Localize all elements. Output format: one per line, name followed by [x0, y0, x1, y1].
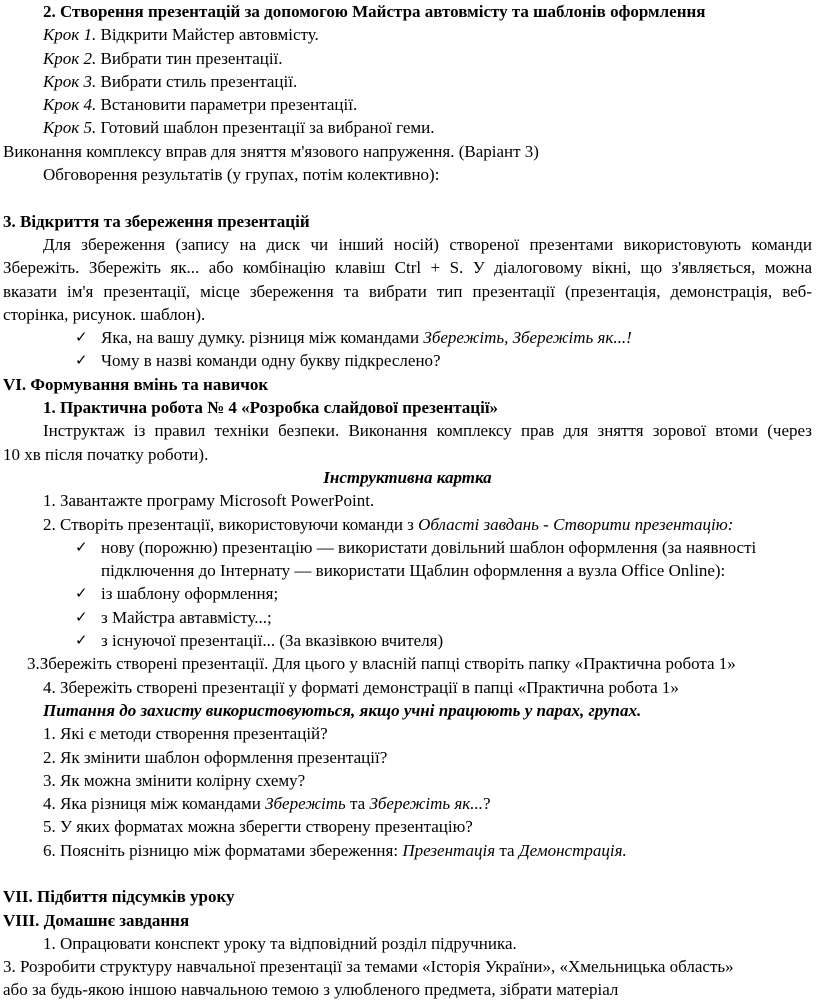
item-text: 2. Створіть презентації, використовуючи команди з — [43, 514, 419, 534]
question-italic: Презентація — [402, 840, 496, 860]
paragraph-line: Для збереження (запису на диск чи інший носій) створеної презентами використовують команди — [43, 234, 812, 254]
question-italic: Збережіть як... — [369, 794, 483, 814]
step-2 — [3, 47, 812, 70]
section-3-title: 3. Відкриття та збереження презентацій — [3, 211, 310, 231]
card-item-1: 1. Завантажте програму Microsoft PowerPoint. — [43, 491, 375, 511]
blank-line — [3, 186, 812, 209]
step-text: Вибрати тин презентації. — [96, 48, 283, 68]
check-mark-icon: ✓ — [75, 607, 88, 626]
question-6 — [3, 839, 812, 862]
item-italic: Області завдань — [418, 514, 539, 534]
check-mark-icon: ✓ — [75, 351, 88, 370]
homework-item-3-continued: або за будь-якою іншою навчальною темою з улюбленого предмета, зібрати матеріал — [3, 980, 619, 1000]
step-label: Крок 1. — [43, 25, 97, 45]
question-text: 6. Поясніть різницю між форматами збереження: — [43, 840, 403, 860]
step-text: Вибрати стиль презентації. — [96, 71, 298, 91]
question-text: та — [345, 794, 370, 814]
question-5: 5. У яких форматах можна зберегти створену презентацію? — [43, 817, 473, 837]
question-text: Чому в назві команди одну букву підкреслено? — [101, 351, 441, 371]
card-item-3: 3.Збережіть створені презентації. Для цього у власній папці створіть папку «Практична робота 1» — [27, 654, 736, 674]
paragraph-line: сторінка, рисунок. шаблон). — [3, 304, 206, 324]
step-1 — [3, 23, 812, 46]
questions-title: Питання до захисту використовуються, якщо учні працюють у парах, групах. — [43, 700, 642, 720]
section-6-title: VI. Формування вмінь та навичок — [3, 374, 269, 394]
check-mark-icon: ✓ — [75, 631, 88, 650]
section-8-title: VIII. Домашнє завдання — [3, 910, 190, 930]
step-text: Відкрити Майстер автовмісту. — [96, 25, 319, 45]
item-italic: Створити презентацію: — [553, 514, 734, 534]
homework-item-1: 1. Опрацювати конспект уроку та відповідний розділ підручника. — [43, 933, 517, 953]
question-italic: Демонстрація. — [518, 840, 627, 860]
card-item-4: 4. Збережіть створені презентації у форматі демонстрації в папці «Практична робота 1» — [43, 677, 679, 697]
practical-work-title: 1. Практична робота № 4 «Розробка слайдової презентації» — [43, 398, 499, 418]
question-bullet — [3, 326, 812, 349]
question-2: 2. Як змінити шаблон оформлення презентації? — [43, 747, 388, 767]
step-4 — [3, 93, 812, 116]
option-bullet — [3, 606, 812, 629]
check-mark-icon: ✓ — [75, 537, 88, 556]
option-bullet — [3, 536, 812, 559]
question-bullet — [3, 349, 812, 372]
option-text: з Майстра автавмісту...; — [101, 607, 272, 627]
option-text-continued: підключення до Інтернату — використати Щаблин оформлення а вузла Office Online): — [101, 561, 726, 581]
step-label: Крок 5. — [43, 118, 97, 138]
instruction-line: Інструктаж із правил техніки безпеки. Виконання комплексу прав для зняття зорової втоми (через — [43, 421, 812, 441]
step-text: Готовий шаблон презентації за вибраної геми. — [96, 118, 435, 138]
question-text: 4. Яка різниця між командами — [43, 794, 266, 814]
option-text: з існуючої презентації... (За вказівкою вчителя) — [101, 631, 444, 651]
option-bullet — [3, 629, 812, 652]
step-3 — [3, 70, 812, 93]
question-3: 3. Як можна змінити колірну схему? — [43, 770, 306, 790]
question-1: 1. Які є методи створення презентацій? — [43, 724, 328, 744]
homework-item-3: 3. Розробити структуру навчальної презентації за темами «Історія України», «Хмельницька область» — [3, 957, 734, 977]
question-text: Яка, на вашу думку. різниця між командами — [101, 328, 424, 348]
step-text: Встановити параметри презентації. — [96, 95, 358, 115]
step-label: Крок 3. — [43, 71, 97, 91]
item-text: - — [538, 514, 554, 534]
discussion-line: Обговорення результатів (у групах, потім колективно): — [43, 165, 440, 185]
step-5 — [3, 116, 812, 139]
blank-line — [3, 862, 812, 885]
paragraph-line: Збережіть. Збережіть як... або комбінацію клавіш Ctrl + S. У діалоговому вікні, що з'являється, можна — [3, 258, 812, 278]
option-bullet — [3, 582, 812, 605]
instruction-line: 10 хв після початку роботи). — [3, 444, 209, 464]
check-mark-icon: ✓ — [75, 584, 88, 603]
question-italic: Збережіть — [265, 794, 346, 814]
question-4 — [3, 792, 812, 815]
instruction-card-title: Інструктивна картка — [323, 467, 492, 487]
paragraph-line: вказати ім'я презентації, місце збереження та вибрати тип презентації (презентація, демонстрація, веб- — [3, 281, 812, 301]
option-text: нову (порожню) презентацію — використати довільний шаблон оформлення (за наявності — [101, 537, 757, 557]
option-text: із шаблону оформлення; — [101, 584, 279, 604]
exercise-line: Виконання комплексу вправ для зняття м'язового напруження. (Варіант 3) — [3, 141, 539, 161]
question-text: та — [495, 840, 519, 860]
question-text: ? — [483, 794, 491, 814]
question-italic: Збережіть, Збережіть як...! — [423, 328, 632, 348]
step-label: Крок 4. — [43, 95, 97, 115]
step-label: Крок 2. — [43, 48, 97, 68]
section-2-title: 2. Створення презентацій за допомогою Майстра автовмісту та шаблонів оформлення — [43, 2, 706, 21]
card-item-2 — [3, 513, 812, 536]
check-mark-icon: ✓ — [75, 328, 88, 347]
section-7-title: VII. Підбиття підсумків уроку — [3, 887, 235, 907]
